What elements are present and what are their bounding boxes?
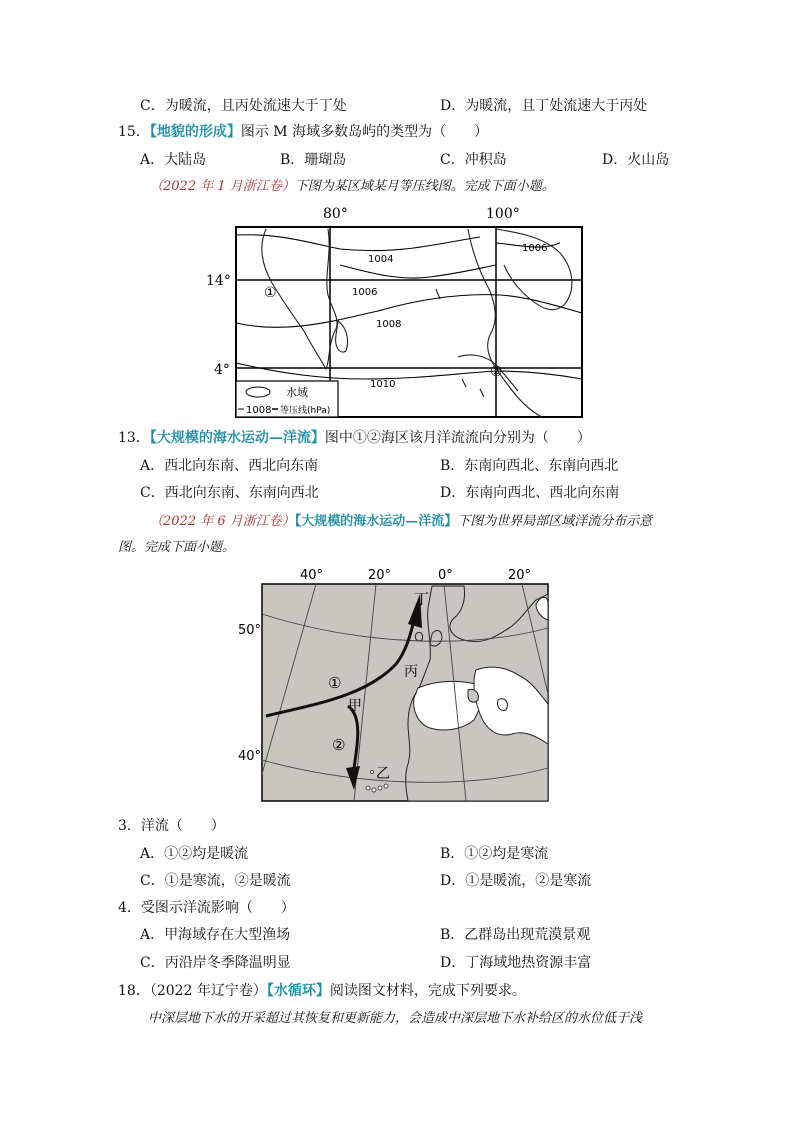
intro-text: 下图为某区域某月等压线图。完成下面小题。 xyxy=(294,179,555,194)
ocean-current-map xyxy=(236,564,558,804)
marker-1: ① xyxy=(264,285,277,301)
longitude-label: 80° xyxy=(323,206,348,222)
option-c: C．西北向东南、东南向西北 xyxy=(140,485,319,501)
option-d: D．东南向西北、西北向东南 xyxy=(440,485,620,501)
topic-tag: 【水循环】 xyxy=(266,983,330,999)
latitude-label: 40° xyxy=(238,749,262,764)
latitude-label: 14° xyxy=(206,273,231,289)
option-c: C．为暖流，且丙处流速大于丁处 xyxy=(140,98,347,114)
option-b: B．珊瑚岛 xyxy=(280,152,347,168)
option-a: A．甲海域存在大型渔场 xyxy=(140,927,291,943)
question-number: 15． xyxy=(118,124,150,140)
question-15 xyxy=(118,123,488,141)
legend-water: 水域 xyxy=(286,386,308,399)
question-stem: 阅读图文材料，完成下列要求。 xyxy=(329,983,526,999)
place-yi: 乙 xyxy=(376,766,390,782)
place-ding: 丁 xyxy=(414,590,430,608)
topic-tag: 【地貌的形成】 xyxy=(149,124,241,140)
isobar-label: 1006 xyxy=(352,287,378,298)
isobar-label: 1008 xyxy=(376,319,402,330)
longitude-label: 100° xyxy=(486,206,520,222)
place-bing: 丙 xyxy=(404,664,418,680)
option-a: A．①②均是暖流 xyxy=(140,846,249,862)
option-b: B．乙群岛出现荒漠景观 xyxy=(440,927,591,943)
option-b: B．①②均是寒流 xyxy=(440,846,549,862)
source-label: （2022 年 6 月浙江卷） xyxy=(150,514,295,529)
option-d: D．为暖流，且丁处流速大于丙处 xyxy=(440,98,648,114)
longitude-label: 40° xyxy=(300,568,324,583)
question-stem: 图中①②海区该月洋流流向分别为（ ） xyxy=(324,430,591,446)
option-d: D．①是暖流，②是寒流 xyxy=(440,873,592,889)
isobar-label: 1010 xyxy=(370,379,396,390)
question-number: 18． xyxy=(118,983,150,999)
intro-text: 下图为世界局部区域洋流分布示意 xyxy=(457,514,653,529)
legend-isobar-value: 1008 xyxy=(246,405,272,416)
option-c: C．冲积岛 xyxy=(440,152,507,168)
latitude-label: 4° xyxy=(214,362,230,378)
option-d: D．丁海域地热资源丰富 xyxy=(440,955,592,971)
isobar-label: 1006 xyxy=(522,243,548,254)
option-d: D．火山岛 xyxy=(602,152,670,168)
question-stem: 图示 M 海域多数岛屿的类型为（ ） xyxy=(240,124,489,140)
intro-2 xyxy=(150,513,652,531)
intro-2-cont: 图。完成下面小题。 xyxy=(118,540,236,555)
question-18 xyxy=(118,982,526,1000)
longitude-label: 20° xyxy=(368,568,392,583)
legend-isobar-text: 等压线(hPa) xyxy=(280,406,331,416)
option-a: A．西北向东南、西北向东南 xyxy=(140,458,319,474)
latitude-label: 50° xyxy=(238,623,262,638)
marker-2: ② xyxy=(332,736,346,754)
source-label: （2022 年辽宁卷） xyxy=(149,983,267,999)
isobar-map xyxy=(200,203,595,421)
longitude-label: 0° xyxy=(438,568,453,583)
material-paragraph: 中深层地下水的开采超过其恢复和更新能力，会造成中深层地下水补给区的水位低于浅 xyxy=(148,1011,643,1026)
isobar-label: 1004 xyxy=(368,254,394,265)
option-c: C．①是寒流，②是暖流 xyxy=(140,873,291,889)
topic-tag: 【大规模的海水运动—洋流】 xyxy=(149,430,325,446)
longitude-label: 20° xyxy=(508,568,532,583)
option-c: C．丙沿岸冬季降温明显 xyxy=(140,955,291,971)
source-label: （2022 年 1 月浙江卷） xyxy=(150,179,295,194)
option-a: A．大陆岛 xyxy=(140,152,207,168)
question-3: 3．洋流（ ） xyxy=(118,818,225,834)
topic-tag: 【大规模的海水运动—洋流】 xyxy=(294,514,458,529)
option-b: B．东南向西北、东南向西北 xyxy=(440,458,619,474)
question-4: 4．受图示洋流影响（ ） xyxy=(118,900,295,916)
marker-2: ② xyxy=(490,364,503,380)
question-13 xyxy=(118,429,591,447)
marker-1: ① xyxy=(328,674,342,692)
place-jia: 甲 xyxy=(348,698,362,714)
intro-1 xyxy=(150,178,555,196)
question-number: 13． xyxy=(118,430,150,446)
